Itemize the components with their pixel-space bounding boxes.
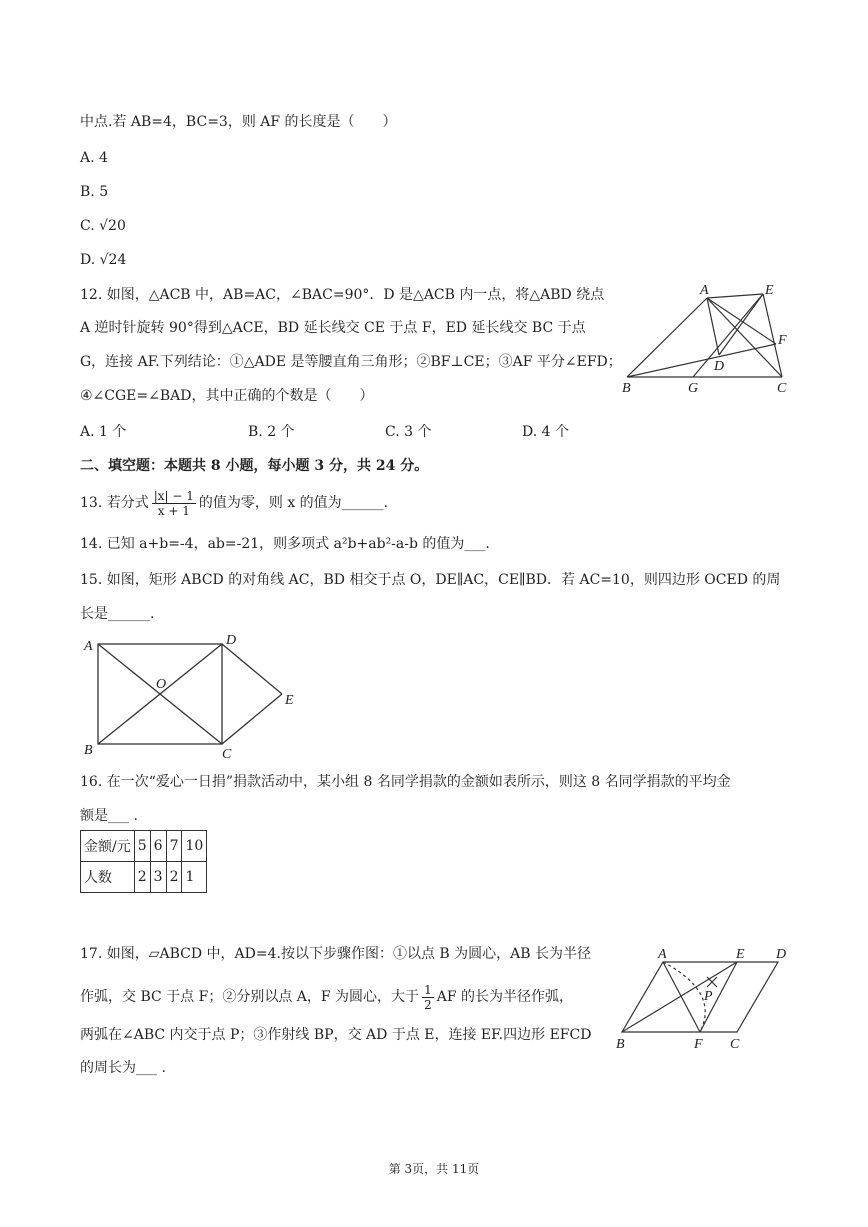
q12-label-f: F — [778, 333, 787, 348]
q12-figure — [615, 282, 815, 397]
q13-numerator: |x| − 1 — [153, 488, 194, 503]
q15-label-d: D — [226, 633, 237, 648]
q17-label-e: E — [736, 947, 745, 962]
q17-fraction-num: 1 — [424, 982, 432, 997]
table-cell: 2 — [166, 862, 182, 893]
donation-table — [80, 830, 207, 893]
table-cell: 10 — [182, 831, 207, 862]
q15-label-o: O — [156, 677, 167, 692]
q11-text: 中点.若 AB=4，BC=3，则 AF 的长度是（ ） — [80, 114, 397, 130]
q11-option-b: B. 5 — [80, 184, 109, 200]
q17-label-d: D — [776, 947, 787, 962]
q11-option-a: A. 4 — [80, 150, 108, 166]
q12-label-d: D — [714, 359, 725, 374]
table-cell: 人数 — [81, 862, 135, 893]
q12-option-c: C. 3 个 — [385, 424, 432, 440]
q12-label-c: C — [777, 381, 787, 396]
q12-label-g: G — [688, 381, 699, 396]
table-row — [81, 862, 207, 893]
q17-line-2a: 作弧，交 BC 于点 F；②分别以点 A，F 为圆心，大于 — [80, 989, 420, 1005]
table-row — [81, 831, 207, 862]
q17-label-b: B — [616, 1037, 625, 1052]
q12-label-a: A — [700, 283, 709, 298]
q17-label-f: F — [694, 1037, 703, 1052]
q13-suffix: 的值为零，则 x 的值为______. — [198, 495, 389, 511]
q15-label-b: B — [84, 743, 93, 758]
q14-text: 14. 已知 a+b=-4，ab=-21，则多项式 a²b+ab²-a-b 的值为___. — [80, 536, 490, 552]
q12-line-4: ④∠CGE=∠BAD，其中正确的个数是（ ） — [80, 388, 374, 404]
q17-line-4: 的周长为___ . — [80, 1060, 166, 1076]
q15-line-2: 长是______. — [80, 606, 155, 622]
table-cell: 6 — [150, 831, 166, 862]
q12-line-1: 12. 如图，△ACB 中，AB=AC，∠BAC=90°．D 是△ACB 内一点，将△ABD 绕点 — [80, 287, 605, 303]
q15-figure — [80, 630, 305, 760]
page-footer: 第 3页，共 11页 — [388, 1162, 480, 1176]
table-cell: 金额/元 — [81, 831, 135, 862]
q12-line-3: G，连接 AF.下列结论：①△ADE 是等腰直角三角形；②BF⊥CE；③AF 平分∠EFD； — [80, 354, 622, 370]
q17-line-2 — [80, 982, 573, 1012]
q13-prefix: 13. 若分式 — [80, 495, 149, 511]
section-heading: 二、填空题：本题共 8 小题，每小题 3 分，共 24 分。 — [80, 458, 429, 474]
q12-option-a: A. 1 个 — [80, 424, 127, 440]
q17-label-p: P — [704, 989, 713, 1004]
q17-fraction — [422, 983, 434, 1012]
table-cell: 5 — [134, 831, 150, 862]
table-cell: 1 — [182, 862, 207, 893]
q15-label-a: A — [84, 639, 93, 654]
q13-fraction — [152, 489, 196, 518]
q11-option-c: C. √20 — [80, 218, 126, 234]
table-cell: 7 — [166, 831, 182, 862]
q12-option-b: B. 2 个 — [248, 424, 295, 440]
q16-line-1: 16. 在一次“爱心一日捐”捐款活动中，某小组 8 名同学捐款的金额如表所示，则这 8 名同学捐款的平均金 — [80, 774, 731, 790]
q12-line-2: A 逆时针旋转 90°得到△ACE，BD 延长线交 CE 于点 F，ED 延长线交 BC 于点 — [80, 320, 586, 336]
q15-line-1: 15. 如图，矩形 ABCD 的对角线 AC，BD 相交于点 O，DE∥AC，CE∥BD．若 AC=10，则四边形 OCED 的周 — [80, 572, 781, 588]
q12-option-d: D. 4 个 — [522, 424, 569, 440]
q15-label-c: C — [222, 747, 232, 760]
q11-option-d: D. √24 — [80, 252, 127, 268]
q17-line-3: 两弧在∠ABC 内交于点 P；③作射线 BP，交 AD 于点 E，连接 EF.四边形 EFCD — [80, 1027, 592, 1043]
q13-denominator: x + 1 — [157, 503, 190, 518]
q12-label-b: B — [622, 381, 631, 396]
q17-figure — [612, 942, 802, 1054]
q17-label-c: C — [730, 1037, 740, 1052]
table-cell: 3 — [150, 862, 166, 893]
q17-label-a: A — [658, 947, 667, 962]
q15-label-e: E — [285, 693, 294, 708]
table-cell: 2 — [134, 862, 150, 893]
q12-label-e: E — [765, 283, 774, 298]
q16-line-2: 额是___ . — [80, 808, 138, 824]
q17-line-2b: AF 的长为半径作弧， — [436, 989, 573, 1005]
q17-line-1: 17. 如图，▱ABCD 中，AD=4.按以下步骤作图：①以点 B 为圆心，AB 长为半径 — [80, 946, 591, 962]
q17-fraction-den: 2 — [424, 997, 432, 1012]
q13-line — [80, 486, 388, 520]
